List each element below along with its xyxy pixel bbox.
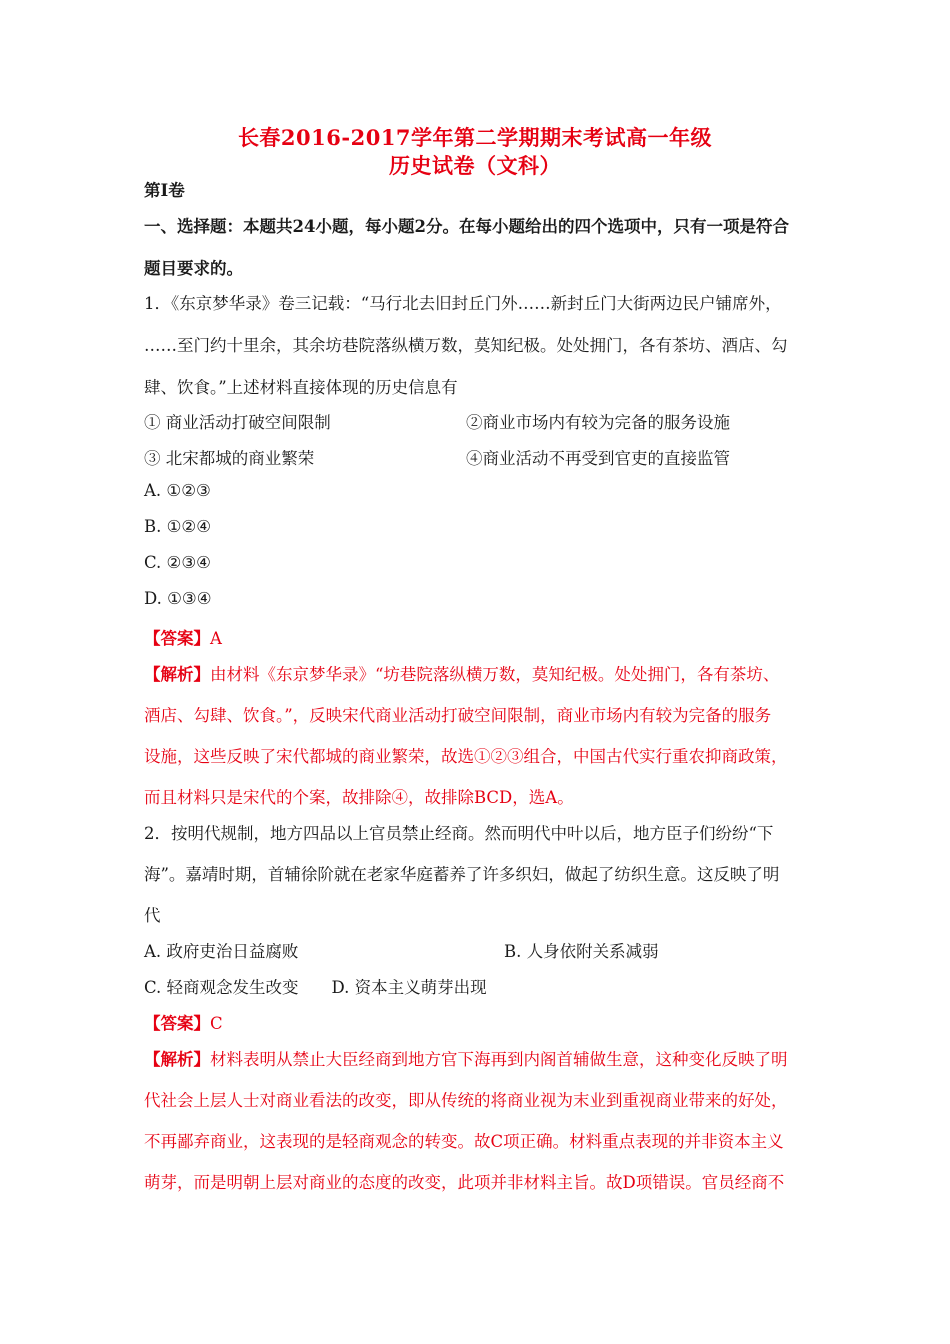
q2-stem: 2．按明代规制，地方四品以上官员禁止经商。然而明代中叶以后，地方臣子们纷纷“下 [144, 824, 774, 843]
q2-analysis-cont: 萌芽，而是明朝上层对商业的态度的改变，此项并非材料主旨。故D项错误。官员经商不 [144, 1173, 785, 1192]
section-instruction: 一、选择题：本题共24小题，每小题2分。在每小题给出的四个选项中，只有一项是符合 [144, 217, 789, 236]
q1-option-d: D. ①③④ [144, 589, 212, 608]
answer-value: C [210, 1014, 223, 1033]
q2-stem-cont: 代 [144, 906, 161, 925]
q1-stem: 1．《东京梦华录》卷三记载：“马行北去旧封丘门外……新封丘门大街两边民户铺席外， [144, 294, 782, 313]
q2-option-a: A. 政府吏治日益腐败 [144, 942, 299, 961]
analysis-text: 由材料《东京梦华录》“坊巷院落纵横万数，莫知纪极。处处拥门，各有茶坊、 [210, 665, 780, 684]
q2-analysis-cont: 不再鄙弃商业，这表现的是轻商观念的转变。故C项正确。材料重点表现的并非资本主义 [144, 1132, 784, 1151]
answer-value: A [210, 629, 222, 648]
q1-statement-1: ① 商业活动打破空间限制 [144, 413, 331, 432]
q1-answer [144, 625, 222, 649]
document-subtitle: 历史试卷（文科） [389, 153, 561, 178]
analysis-tag: 【解析】 [144, 665, 210, 684]
q1-option-b: B. ①②④ [144, 517, 211, 536]
q1-analysis-cont: 而且材料只是宋代的个案，故排除④，故排除BCD，选A。 [144, 788, 574, 807]
q1-stem-cont: 肆、饮食。”上述材料直接体现的历史信息有 [144, 378, 458, 397]
q2-analysis-cont: 代社会上层人士对商业看法的改变，即从传统的将商业视为末业到重视商业带来的好处， [144, 1091, 788, 1110]
q2-analysis [144, 1046, 788, 1070]
q1-statement-3: ③ 北宋都城的商业繁荣 [144, 449, 315, 468]
analysis-tag: 【解析】 [144, 1050, 210, 1069]
q2-stem-cont: 海”。嘉靖时期，首辅徐阶就在老家华庭蓄养了许多织妇，做起了纺织生意。这反映了明 [144, 865, 780, 884]
q1-analysis-cont: 酒店、勾肆、饮食。”，反映宋代商业活动打破空间限制，商业市场内有较为完备的服务 [144, 706, 772, 725]
q1-statement-4: ④商业活动不再受到官吏的直接监管 [466, 449, 730, 468]
q2-option-cd: C. 轻商观念发生改变 D. 资本主义萌芽出现 [144, 978, 487, 997]
q2-option-b: B. 人身依附关系减弱 [504, 942, 659, 961]
section-label: 第Ⅰ卷 [144, 181, 185, 200]
analysis-text: 材料表明从禁止大臣经商到地方官下海再到内阁首辅做生意，这种变化反映了明 [210, 1050, 788, 1069]
section-instruction-cont: 题目要求的。 [144, 259, 243, 278]
q1-statement-2: ②商业市场内有较为完备的服务设施 [466, 413, 730, 432]
q1-stem-cont: ……至门约十里余，其余坊巷院落纵横万数，莫知纪极。处处拥门，各有茶坊、酒店、勾 [144, 336, 788, 355]
answer-tag: 【答案】 [144, 629, 210, 648]
q1-analysis-cont: 设施，这些反映了宋代都城的商业繁荣，故选①②③组合，中国古代实行重农抑商政策， [144, 747, 788, 766]
document-title: 长春2016-2017学年第二学期期末考试高一年级 [237, 125, 713, 150]
answer-tag: 【答案】 [144, 1014, 210, 1033]
q1-option-a: A. ①②③ [144, 481, 211, 500]
q2-answer [144, 1010, 223, 1034]
q1-analysis [144, 661, 779, 685]
q1-option-c: C. ②③④ [144, 553, 211, 572]
